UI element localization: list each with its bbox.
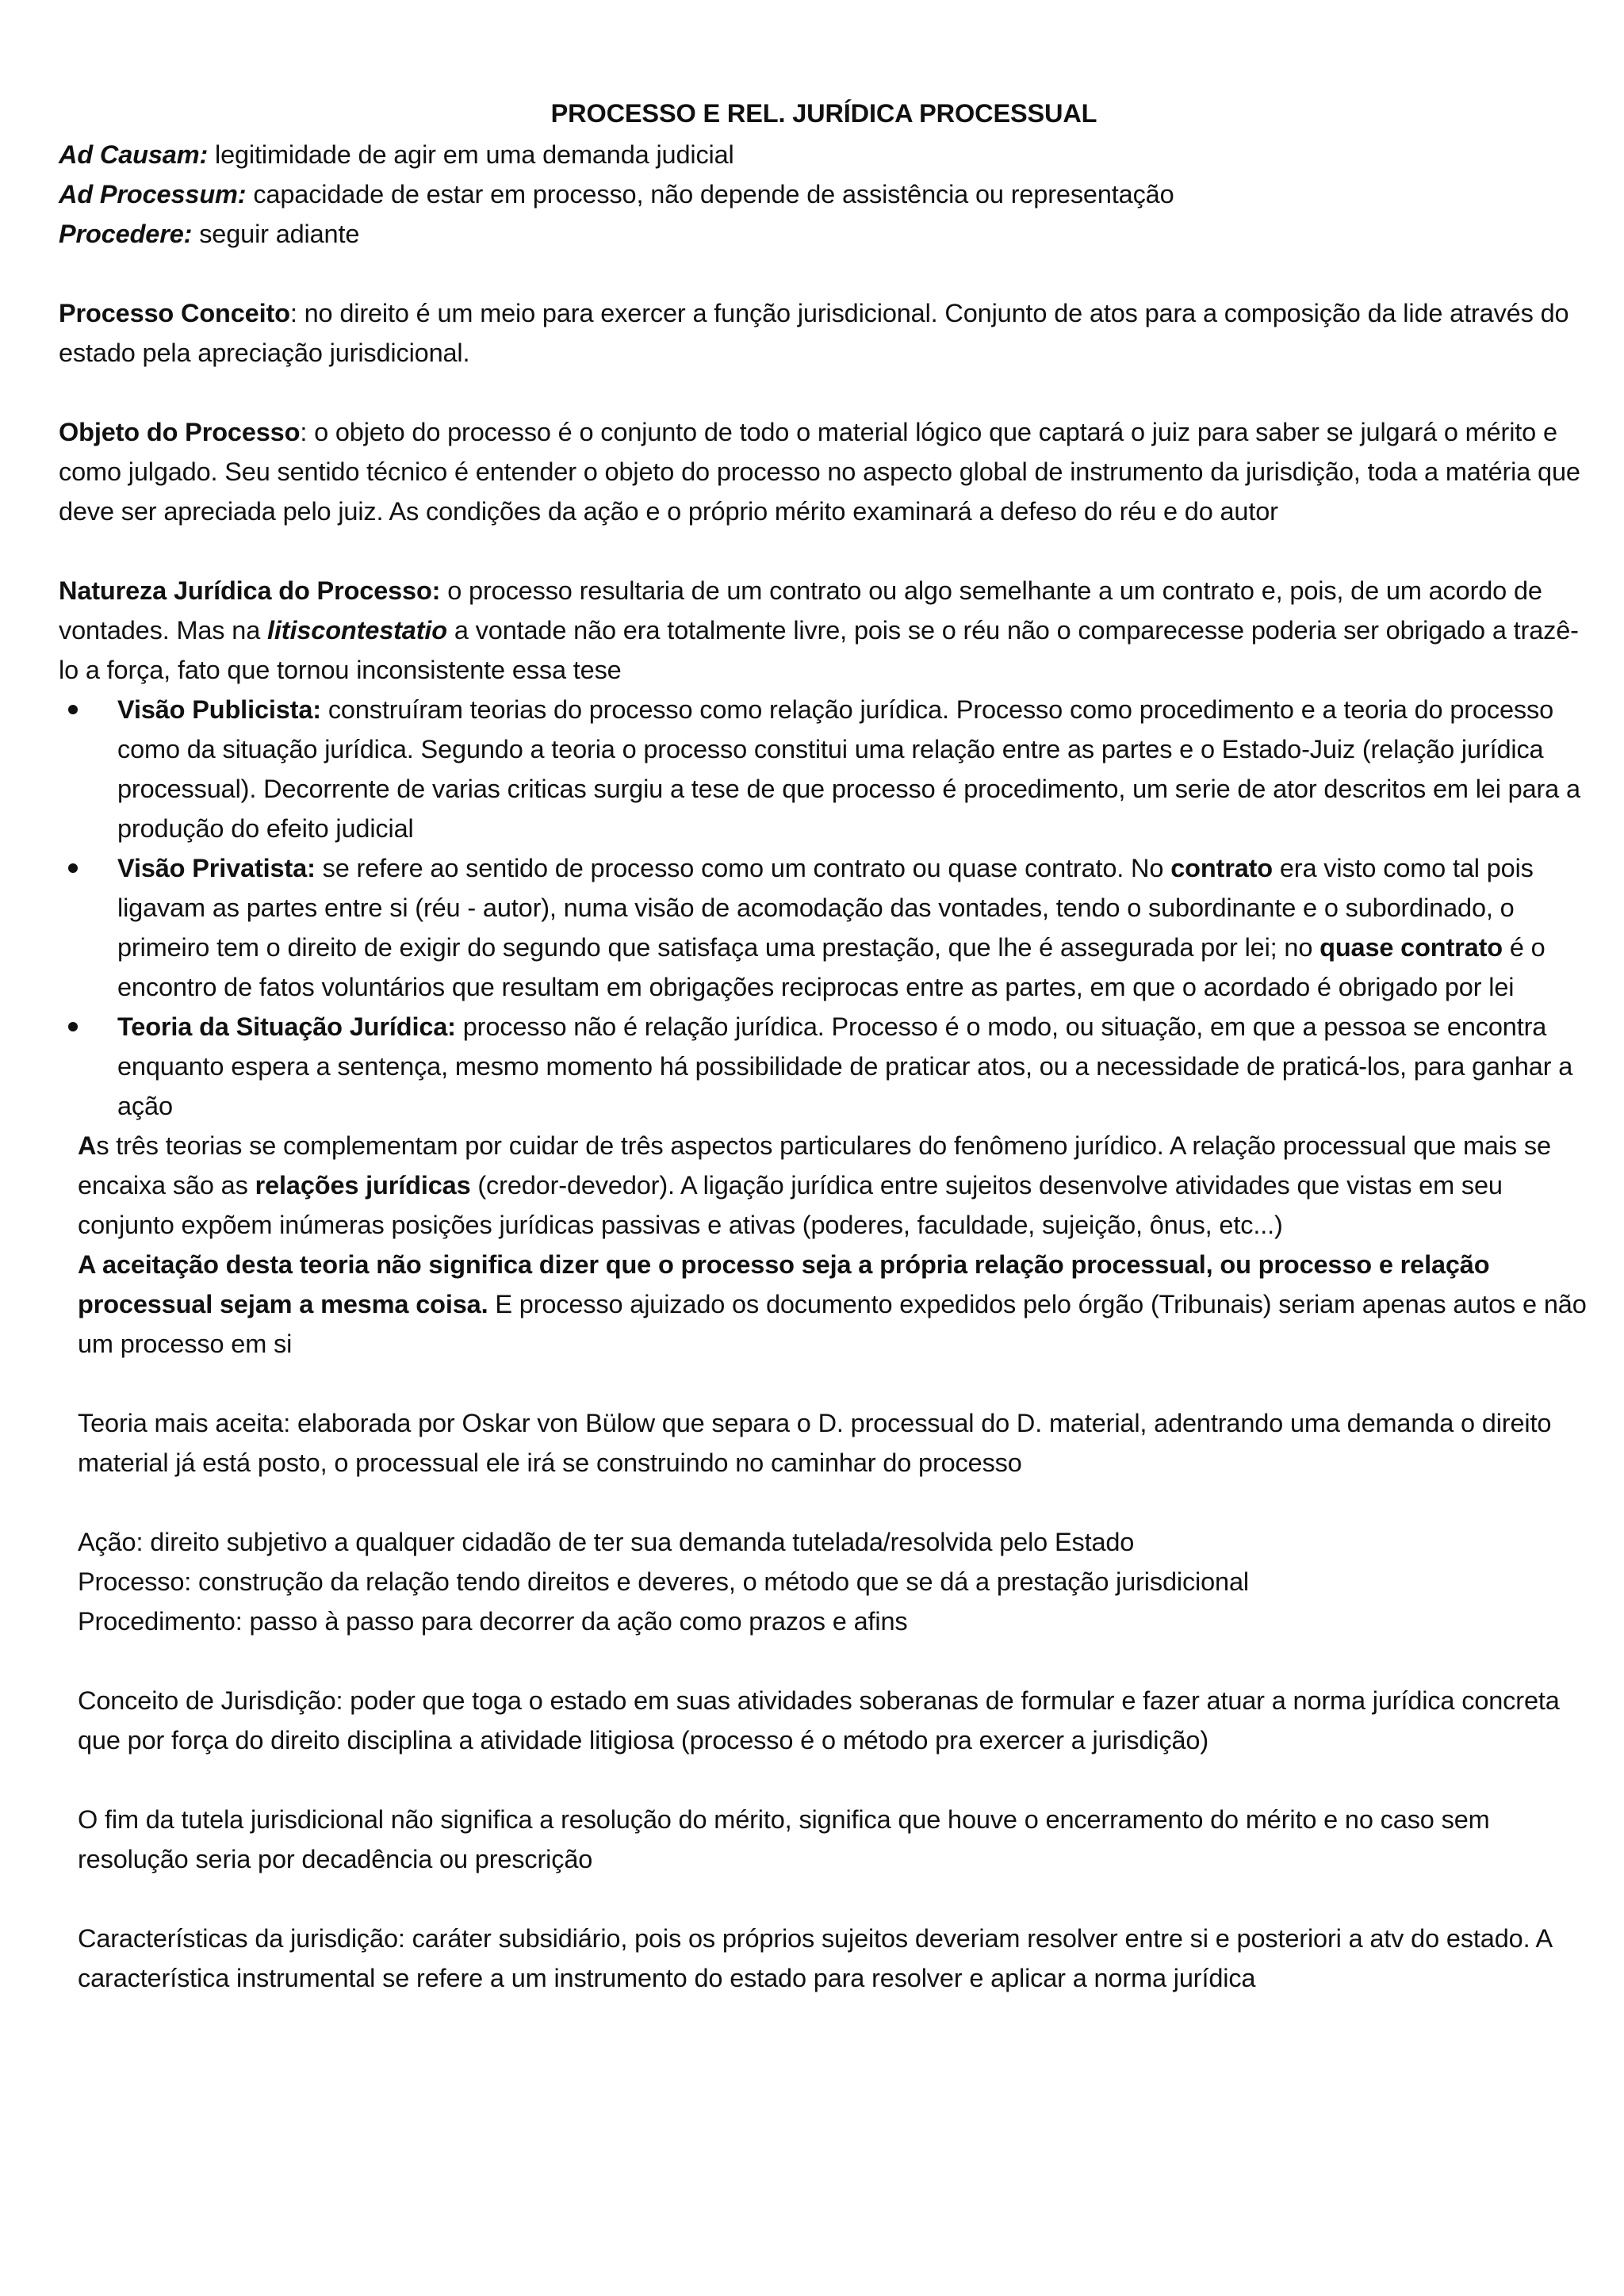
paragraph-processo-conceito	[59, 293, 1589, 373]
bullet-term: Visão Privatista:	[117, 854, 316, 882]
paragraph-fim-tutela: O fim da tutela jurisdicional não significa a resolução do mérito, significa que houve o encerramento do mérito e no caso sem resolução seria por decadência ou prescrição	[78, 1805, 1490, 1873]
bullet-text: era visto como tal pois ligavam as partes entre si (réu - autor), numa visão de acomodação das vontades, tendo o subordinante e o subordinado, o primeiro tem o direito de exigir do segundo que satisfaça uma prestação, que lhe é assegurada por lei; no	[117, 854, 1534, 962]
paragraph-text: s três teorias se complementam por cuidar de três aspectos particulares do fenômeno jurídico. A relação processual que mais se encaixa são as	[78, 1131, 1551, 1200]
paragraph-term: Processo Conceito	[59, 299, 290, 327]
paragraph-conceito-jurisdicao: Conceito de Jurisdição: poder que toga o estado em suas atividades soberanas de formular e fazer atuar a norma jurídica concreta que por força do direito disciplina a atividade litigiosa (processo é o método pra exercer a jurisdição)	[78, 1686, 1560, 1755]
bullet-icon	[68, 863, 78, 873]
spacer	[78, 1879, 1589, 1919]
def-ad-processum	[59, 174, 1589, 214]
paragraph-term: Natureza Jurídica do Processo:	[59, 576, 441, 605]
spacer	[78, 1364, 1589, 1403]
paragraph-teoria-mais-aceita: Teoria mais aceita: elaborada por Oskar von Bülow que separa o D. processual do D. material, adentrando uma demanda o direito material já está posto, o processual ele irá se construindo no caminhar do processo	[78, 1409, 1552, 1477]
emphasis-latin-term: litiscontestatio	[267, 616, 447, 645]
spacer	[78, 1483, 1589, 1522]
bullet-term: Visão Publicista:	[117, 695, 321, 724]
paragraph-text: (credor-devedor). A ligação jurídica entre sujeitos desenvolve atividades que vistas em seu conjunto expõem inúmeras posições jurídicas passivas e ativas (poderes, faculdade, sujeição, ônus, etc...)	[78, 1171, 1503, 1239]
bold-term-contrato: contrato	[1170, 854, 1273, 882]
def-text: seguir adiante	[192, 220, 360, 248]
drop-cap-letter: A	[78, 1131, 97, 1160]
def-term: Ad Causam:	[59, 140, 209, 169]
paragraph-text: : o objeto do processo é o conjunto de todo o material lógico que captará o juiz para saber se julgará o mérito e como julgado. Seu sentido técnico é entender o objeto do processo no aspecto global de instrumento da jurisdição, toda a matéria que deve ser apreciada pelo juiz. As condições da ação e o próprio mérito examinará a defeso do réu e do autor	[59, 418, 1580, 526]
document-title: PROCESSO E REL. JURÍDICA PROCESSUAL	[550, 99, 1097, 128]
paragraph-aceitacao-teoria	[78, 1245, 1589, 1364]
bullet-text: é o encontro de fatos voluntários que resultam em obrigações reciprocas entre as partes, em que o acordado é obrigado por lei	[117, 933, 1545, 1001]
line-processo: Processo: construção da relação tendo direitos e deveres, o método que se dá a prestação jurisdicional	[78, 1567, 1249, 1596]
line-acao: Ação: direito subjetivo a qualquer cidadão de ter sua demanda tutelada/resolvida pelo Estado	[78, 1528, 1135, 1556]
bullet-icon	[68, 705, 78, 714]
paragraph-term: Objeto do Processo	[59, 418, 301, 446]
spacer	[59, 254, 1589, 293]
paragraph-objeto-processo	[59, 412, 1589, 531]
bullet-text: processo não é relação jurídica. Processo é o modo, ou situação, em que a pessoa se encontra enquanto espera a sentença, mesmo momento há possibilidade de praticar atos, ou a necessidade de praticá-los, para ganhar a ação	[117, 1012, 1573, 1120]
spacer	[59, 373, 1589, 412]
paragraph-text: a vontade não era totalmente livre, pois se o réu não o comparecesse poderia ser obrigado a trazê-lo a força, fato que tornou inconsistente essa tese	[59, 616, 1579, 684]
bullet-text: se refere ao sentido de processo como um contrato ou quase contrato. No	[315, 854, 1171, 882]
list-item-visao-privatista	[59, 848, 1589, 1007]
paragraph-text: o processo resultaria de um contrato ou algo semelhante a um contrato e, pois, de um acordo de vontades. Mas na	[59, 576, 1542, 645]
indented-block	[59, 1126, 1589, 1998]
bold-term-quase-contrato: quase contrato	[1320, 933, 1503, 962]
bullet-term: Teoria da Situação Jurídica:	[117, 1012, 456, 1041]
bold-statement: A aceitação desta teoria não significa dizer que o processo seja a própria relação processual, ou processo e relação processual sejam a mesma coisa.	[78, 1250, 1490, 1318]
document-page	[59, 94, 1589, 1998]
paragraph-text: : no direito é um meio para exercer a função jurisdicional. Conjunto de atos para a composição da lide através do estado pela apreciação jurisdicional.	[59, 299, 1569, 367]
def-procedere	[59, 214, 1589, 254]
list-item-visao-publicista	[59, 690, 1589, 848]
paragraph-tres-teorias	[78, 1126, 1589, 1245]
theories-bullet-list	[59, 690, 1589, 1126]
def-text: capacidade de estar em processo, não depende de assistência ou representação	[246, 180, 1174, 209]
paragraph-text: E processo ajuizado os documento expedidos pelo órgão (Tribunais) seriam apenas autos e não um processo em si	[78, 1290, 1587, 1358]
paragraph-caracteristicas: Características da jurisdição: caráter subsidiário, pois os próprios sujeitos deveriam resolver entre si e posteriori a atv do estado. A característica instrumental se refere a um instrumento do estado para resolver e aplicar a norma jurídica	[78, 1924, 1552, 1992]
line-procedimento: Procedimento: passo à passo para decorrer da ação como prazos e afins	[78, 1607, 908, 1636]
bullet-icon	[68, 1022, 78, 1031]
spacer	[78, 1760, 1589, 1800]
def-term: Ad Processum:	[59, 180, 247, 209]
bullet-text: construíram teorias do processo como relação jurídica. Processo como procedimento e a teoria do processo como da situação jurídica. Segundo a teoria o processo constitui uma relação entre as partes e o Estado-Juiz (relação jurídica processual). Decorrente de varias criticas surgiu a tese de que processo é procedimento, um serie de ator descritos em lei para a produção do efeito judicial	[117, 695, 1580, 843]
spacer	[78, 1641, 1589, 1681]
def-ad-causam	[59, 135, 1589, 174]
paragraph-natureza-juridica	[59, 571, 1589, 690]
def-text: legitimidade de agir em uma demanda judicial	[208, 140, 734, 169]
def-term: Procedere:	[59, 220, 193, 248]
list-item-situacao-juridica	[59, 1007, 1589, 1126]
bold-term-relacoes-juridicas: relações jurídicas	[255, 1171, 471, 1200]
spacer	[59, 531, 1589, 571]
